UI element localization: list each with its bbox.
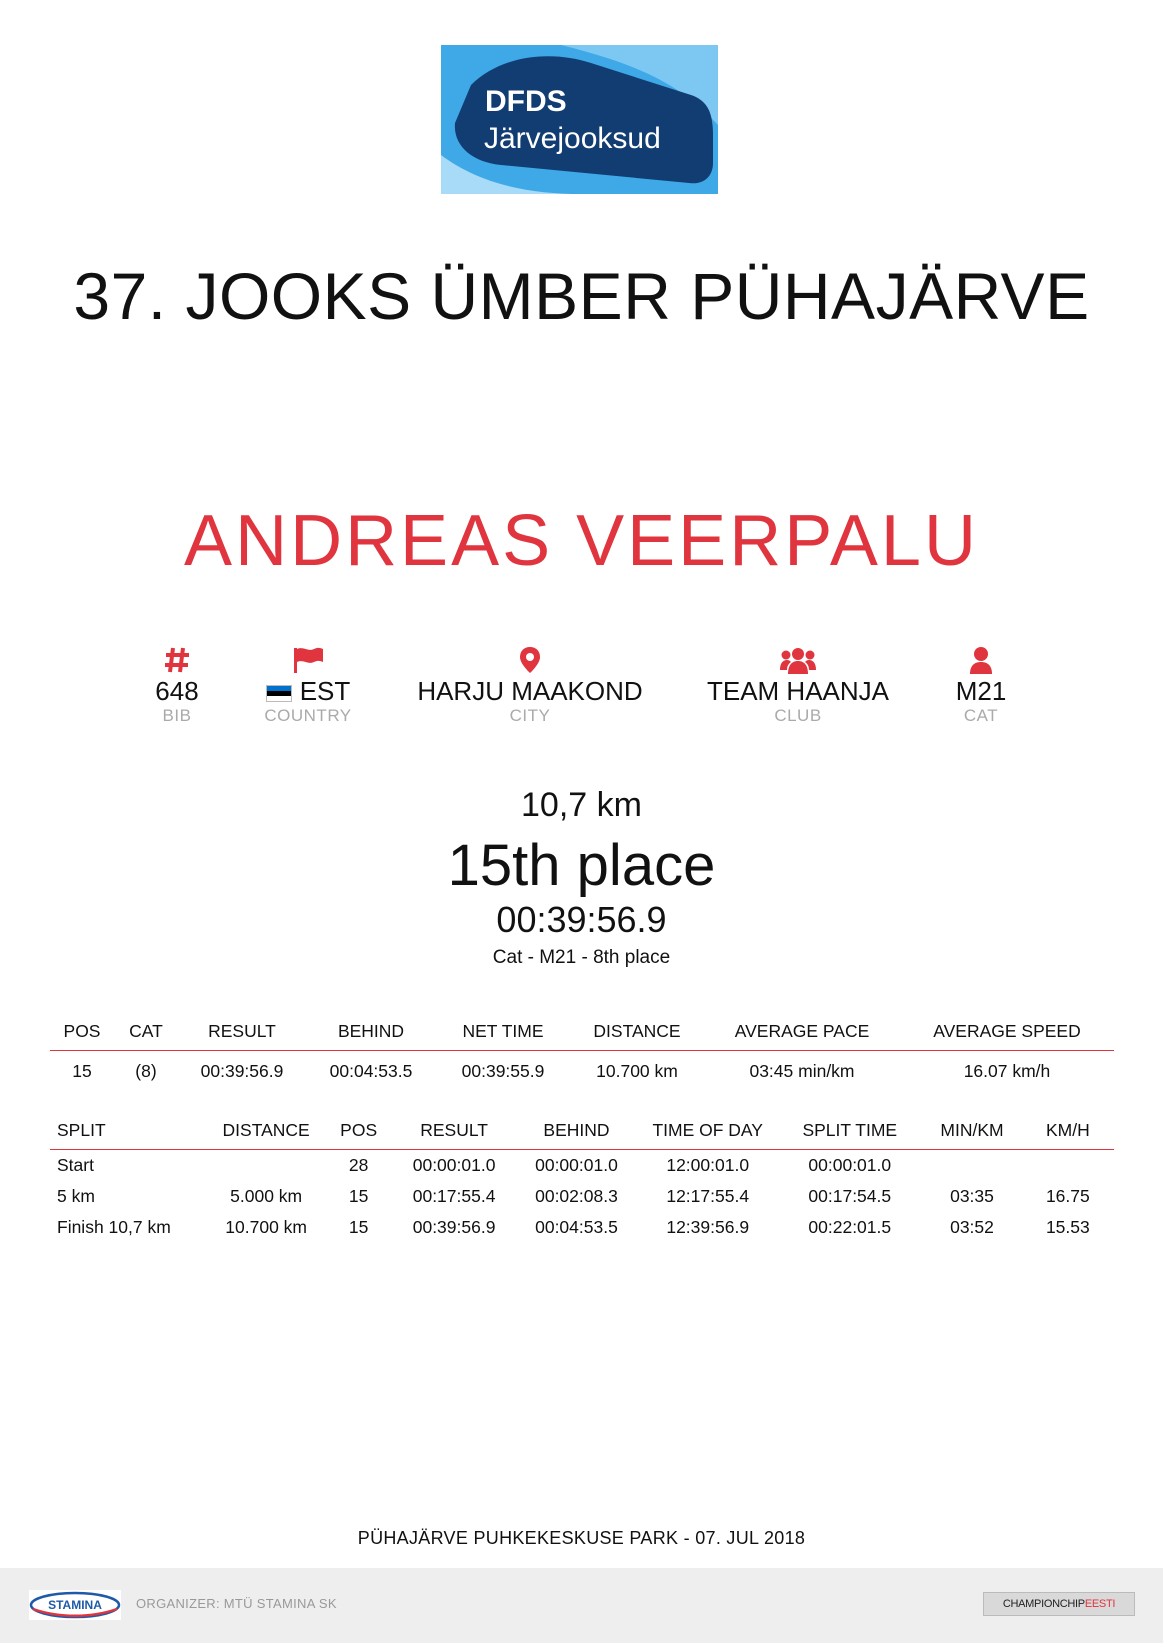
summary-place: 15th place <box>447 833 716 898</box>
results-table <box>50 1018 1114 1083</box>
split-cell: 00:17:55.4 <box>412 1186 496 1206</box>
split-cell <box>208 1150 324 1182</box>
split-cell: 12:39:56.9 <box>666 1217 750 1237</box>
splits-header: RESULT <box>393 1117 514 1150</box>
summary-cat-place: Cat - M21 - 8th place <box>492 947 671 968</box>
split-cell: 12:17:55.4 <box>666 1186 750 1206</box>
bib-label: BIB <box>162 706 192 725</box>
info-city <box>415 645 645 725</box>
splits-header: KM/H <box>1022 1117 1114 1150</box>
city-value: HARJU MAAKOND <box>417 676 643 706</box>
table-row <box>50 1051 1114 1084</box>
split-cell: 00:02:08.3 <box>535 1186 618 1206</box>
results-cell: 16.07 km/h <box>963 1060 1051 1081</box>
table-row <box>50 1150 1114 1182</box>
split-cell <box>922 1150 1021 1182</box>
results-header-row <box>50 1018 1114 1051</box>
logo-line1: DFDS <box>485 85 567 118</box>
results-cell: (8) <box>135 1060 157 1081</box>
logo-line2: Järvejooksud <box>484 122 661 155</box>
results-cell: 10.700 km <box>596 1060 678 1081</box>
results-header: AVERAGE PACE <box>704 1018 900 1051</box>
table-row <box>50 1212 1114 1243</box>
organizer-text: ORGANIZER: MTÜ STAMINA SK <box>136 1596 337 1611</box>
results-cell: 00:04:53.5 <box>329 1060 413 1081</box>
championchip-eesti-text: EESTI <box>1084 1598 1116 1610</box>
split-cell: 10.700 km <box>225 1217 307 1237</box>
results-header: BEHIND <box>306 1018 436 1051</box>
country-label: COUNTRY <box>264 706 352 725</box>
split-cell: 00:00:01.0 <box>412 1155 496 1175</box>
split-cell <box>1022 1150 1114 1182</box>
flag-icon <box>258 645 358 675</box>
results-header: CAT <box>114 1018 178 1051</box>
results-cell: 00:39:55.9 <box>461 1060 545 1081</box>
info-club <box>698 645 898 725</box>
results-header: NET TIME <box>436 1018 570 1051</box>
venue-date: PÜHAJÄRVE PUHKEKESKUSE PARK - 07. JUL 2018 <box>357 1528 806 1548</box>
country-value: EST <box>258 675 358 707</box>
map-pin-icon <box>415 645 645 675</box>
splits-header: TIME OF DAY <box>638 1117 777 1150</box>
split-cell: 00:17:54.5 <box>808 1186 892 1206</box>
split-cell: 00:39:56.9 <box>412 1217 496 1237</box>
footer <box>0 1568 1163 1643</box>
split-cell: 00:04:53.5 <box>535 1217 618 1237</box>
split-cell: 00:00:01.0 <box>535 1155 618 1175</box>
results-cell: 15 <box>72 1060 92 1081</box>
summary-time: 00:39:56.9 <box>496 899 667 940</box>
city-label: CITY <box>509 706 551 725</box>
summary-distance: 10,7 km <box>521 786 642 824</box>
results-cell: 03:45 min/km <box>749 1060 855 1081</box>
split-cell: 00:22:01.5 <box>808 1217 892 1237</box>
group-icon <box>698 645 898 675</box>
cat-label: CAT <box>963 706 999 725</box>
split-cell: 16.75 <box>1045 1186 1090 1206</box>
split-cell: 00:00:01.0 <box>808 1155 892 1175</box>
splits-header-row <box>50 1117 1114 1150</box>
athlete-name: ANDREAS VEERPALU <box>184 501 979 581</box>
estonia-flag-icon <box>266 685 292 702</box>
splits-table <box>50 1117 1114 1243</box>
stamina-logo <box>29 1590 121 1620</box>
splits-header: SPLIT <box>50 1117 208 1150</box>
info-cat <box>951 645 1011 725</box>
info-bib <box>150 645 204 725</box>
stamina-logo-text: STAMINA <box>48 1598 102 1612</box>
user-icon <box>951 645 1011 675</box>
split-cell: 15.53 <box>1045 1217 1090 1237</box>
split-cell: 28 <box>348 1155 369 1175</box>
splits-header: DISTANCE <box>208 1117 324 1150</box>
championchip-logo <box>983 1592 1135 1616</box>
splits-header: SPLIT TIME <box>777 1117 922 1150</box>
info-country <box>258 645 358 725</box>
results-cell: 00:39:56.9 <box>200 1060 284 1081</box>
results-header: POS <box>50 1018 114 1051</box>
championchip-text: CHAMPIONCHIP <box>1002 1598 1085 1610</box>
splits-header: BEHIND <box>515 1117 638 1150</box>
results-header: DISTANCE <box>570 1018 704 1051</box>
results-header: RESULT <box>178 1018 306 1051</box>
split-cell: 15 <box>348 1186 369 1206</box>
split-cell: Finish 10,7 km <box>57 1217 171 1237</box>
cat-value: M21 <box>955 676 1007 706</box>
results-header: AVERAGE SPEED <box>900 1018 1114 1051</box>
splits-header: MIN/KM <box>922 1117 1021 1150</box>
event-title: 37. JOOKS ÜMBER PÜHAJÄRVE <box>73 259 1090 333</box>
split-cell: 15 <box>348 1217 369 1237</box>
split-cell: 03:52 <box>950 1217 994 1237</box>
split-cell: Start <box>57 1155 94 1175</box>
split-cell: 12:00:01.0 <box>666 1155 750 1175</box>
hash-icon <box>150 645 204 675</box>
table-row <box>50 1181 1114 1212</box>
club-value: TEAM HAANJA <box>706 676 890 706</box>
split-cell: 5.000 km <box>230 1186 303 1206</box>
bib-value: 648 <box>155 676 199 706</box>
split-cell: 03:35 <box>950 1186 994 1206</box>
splits-header: POS <box>324 1117 393 1150</box>
split-cell: 5 km <box>57 1186 95 1206</box>
club-label: CLUB <box>774 706 822 725</box>
dfds-logo <box>441 45 718 194</box>
